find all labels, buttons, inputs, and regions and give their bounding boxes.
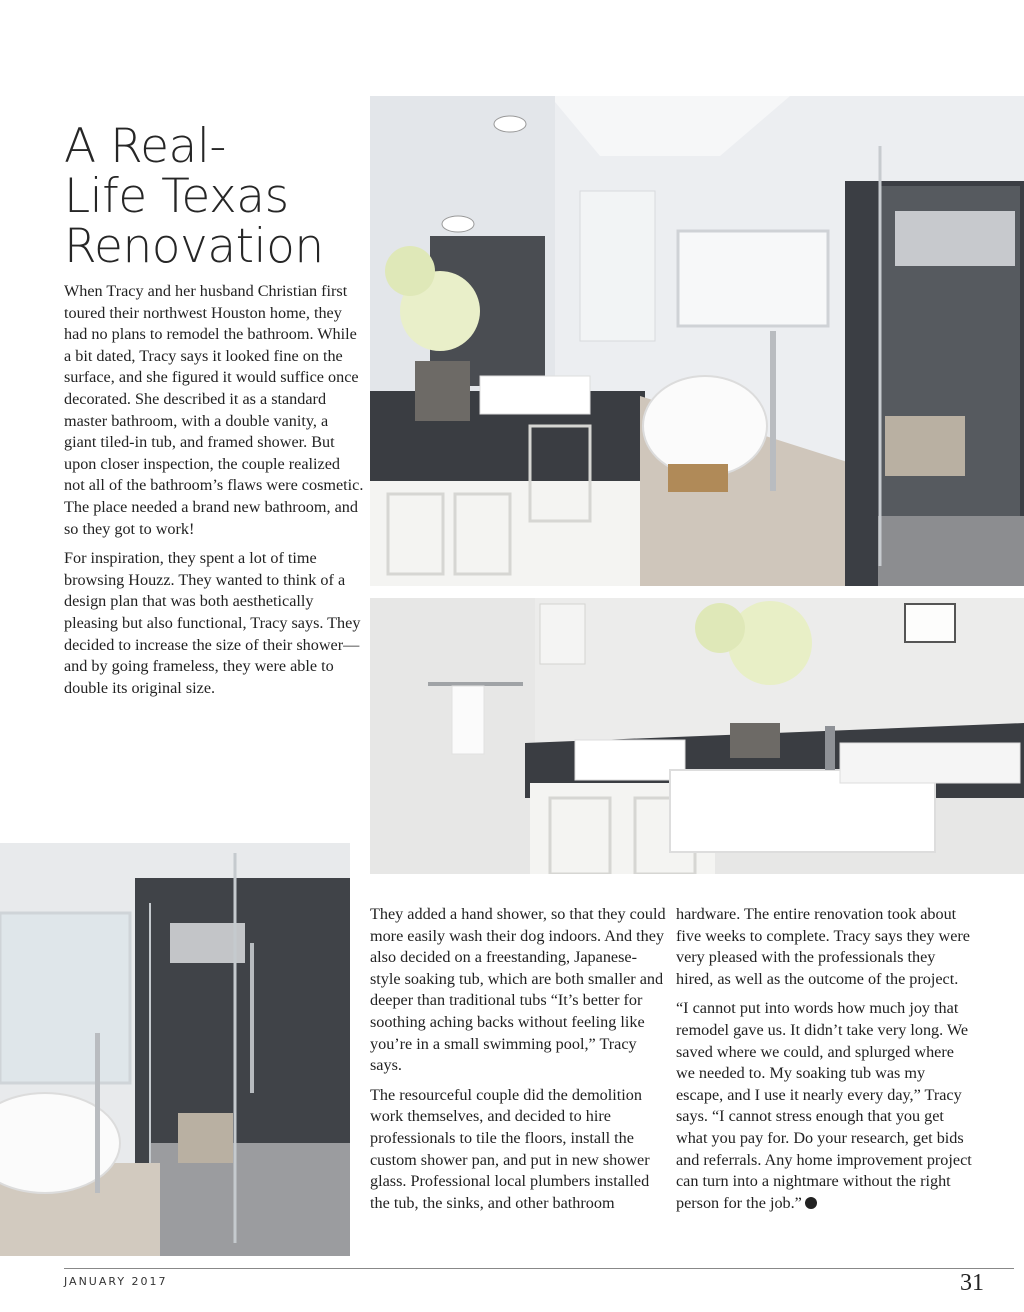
bathroom-photo-sinks bbox=[370, 598, 1024, 874]
end-mark-icon bbox=[805, 1197, 817, 1209]
page-number: 31 bbox=[960, 1270, 984, 1296]
bathroom-photo-wide-illustration bbox=[370, 96, 1024, 586]
headline-line: Life Texas bbox=[64, 169, 289, 224]
headline-line: A Real- bbox=[64, 119, 226, 174]
paragraph: The resourceful couple did the demolition work themselves, and decided to hire professionals to tile the floors, install the custom shower pan, and put in new shower glass. Professional local plumbers installed the tub, the sinks, and other bathroom bbox=[370, 1085, 650, 1212]
bathroom-photo-wide bbox=[370, 96, 1024, 586]
article-column-middle bbox=[370, 904, 666, 1222]
paragraph: When Tracy and her husband Christian first toured their northwest Houston home, they had no plans to remodel the bathroom. While a bit dated, Tracy says it looked fine on the surface, and she figured it would suffice once decorated. She described it as a standard master bathroom, with a double vanity, a giant tiled-in tub, and framed shower. But upon closer inspection, the couple realized not all of the bathroom’s flaws were cosmetic. The place needed a brand new bathroom, and so they got to work! bbox=[64, 282, 364, 538]
footer-divider bbox=[64, 1268, 1014, 1269]
article-column-left bbox=[64, 281, 364, 707]
paragraph: They added a hand shower, so that they could more easily wash their dog indoors. And they also decided on a freestanding, Japanese-style soaking tub, which are both smaller and deeper than traditional tubs “It’s better for soothing aching backs without feeling like you’re in a small swimming pool,” Tracy says. bbox=[370, 905, 666, 1075]
bathroom-photo-shower-illustration bbox=[0, 843, 350, 1256]
article-headline bbox=[64, 119, 364, 274]
paragraph bbox=[676, 998, 976, 1214]
headline-line: Renovation bbox=[64, 219, 324, 274]
article-column-right bbox=[676, 904, 976, 1222]
paragraph: hardware. The entire renovation took about five weeks to complete. Tracy says they were very pleased with the professionals they hired, as well as the outcome of the project. bbox=[676, 905, 970, 988]
bathroom-photo-shower bbox=[0, 843, 350, 1256]
bathroom-photo-sinks-illustration bbox=[370, 598, 1024, 874]
paragraph-text: “I cannot put into words how much joy that remodel gave us. It didn’t take very long. We saved where we could, and splurged where we needed to. My soaking tub was my escape, and I use it nearly every day,” Tracy says. “I cannot stress enough that you get what you pay for. Do your research, get bids and referrals. Any home improvement project can turn into a nightmare without the right person for the job.” bbox=[676, 999, 972, 1212]
issue-date: JANUARY 2017 bbox=[64, 1275, 168, 1288]
paragraph: For inspiration, they spent a lot of time browsing Houzz. They wanted to think of a design plan that was both aesthetically pleasing but also functional, Tracy says. They decided to increase the size of their shower—and by going frameless, they were able to double its original size. bbox=[64, 549, 361, 697]
